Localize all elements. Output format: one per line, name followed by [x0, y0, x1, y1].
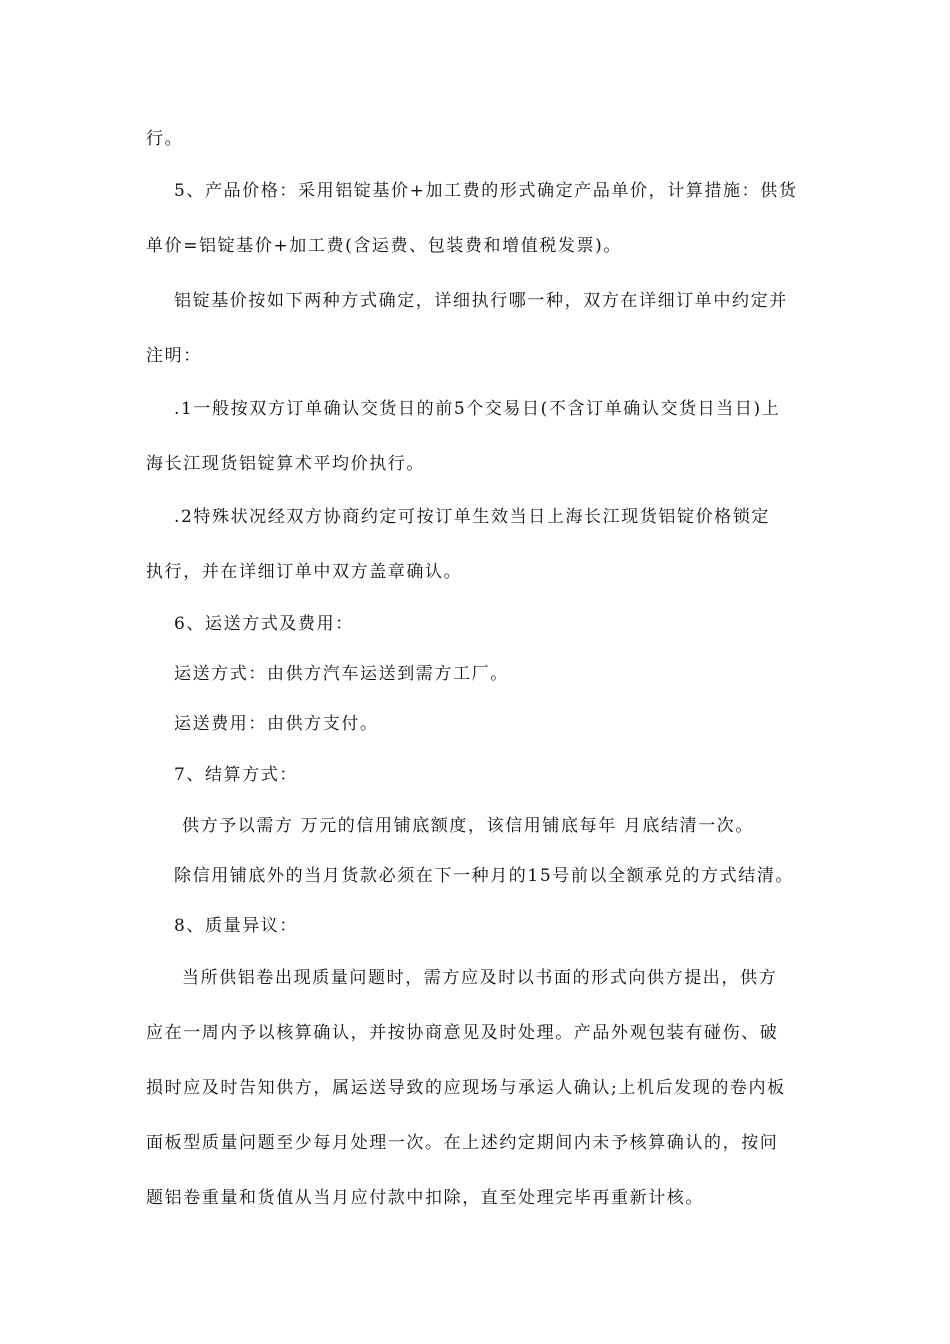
text-line: 当所供铝卷出现质量问题时，需方应及时以书面的形式向供方提出，供方	[182, 968, 778, 988]
text-line: 题铝卷重量和货值从当月应付款中扣除，直至处理完毕再重新计核。	[146, 1188, 704, 1208]
text-line: 执行，并在详细订单中双方盖章确认。	[146, 562, 463, 582]
text-line: 损时应及时告知供方，属运送导致的应现场与承运人确认;上机后发现的卷内板	[146, 1078, 786, 1098]
text-line: 行。	[146, 129, 184, 149]
text-line: 运送费用：由供方支付。	[174, 714, 379, 734]
text-line: 注明：	[146, 346, 202, 366]
text-line: 应在一周内予以核算确认，并按协商意见及时处理。产品外观包装有碰伤、破	[146, 1023, 779, 1043]
text-line: 8、质量异议：	[174, 916, 299, 936]
text-line: 单价=铝锭基价+加工费(含运费、包装费和增值税发票)。	[146, 236, 622, 256]
text-line: 5、产品价格：采用铝锭基价+加工费的形式确定产品单价，计算措施：供货	[174, 181, 798, 201]
text-line: 7、结算方式：	[174, 765, 299, 785]
text-line: 供方予以需方 万元的信用铺底额度，该信用铺底每年 月底结清一次。	[182, 816, 755, 836]
text-line: 铝锭基价按如下两种方式确定，详细执行哪一种，双方在详细订单中约定并	[174, 291, 788, 311]
text-line: 除信用铺底外的当月货款必须在下一种月的15号前以全额承兑的方式结清。	[174, 866, 795, 886]
text-line: 海长江现货铝锭算术平均价执行。	[146, 454, 425, 474]
text-line: .2特殊状况经双方协商约定可按订单生效当日上海长江现货铝锭价格锁定	[174, 507, 771, 527]
text-line: 运送方式：由供方汽车运送到需方工厂。	[174, 664, 509, 684]
text-line: 面板型质量问题至少每月处理一次。在上述约定期间内未予核算确认的，按问	[146, 1133, 779, 1153]
text-line: 6、运送方式及费用：	[174, 614, 354, 634]
text-line: .1一般按双方订单确认交货日的前5个交易日(不含订单确认交货日当日)上	[174, 399, 781, 419]
